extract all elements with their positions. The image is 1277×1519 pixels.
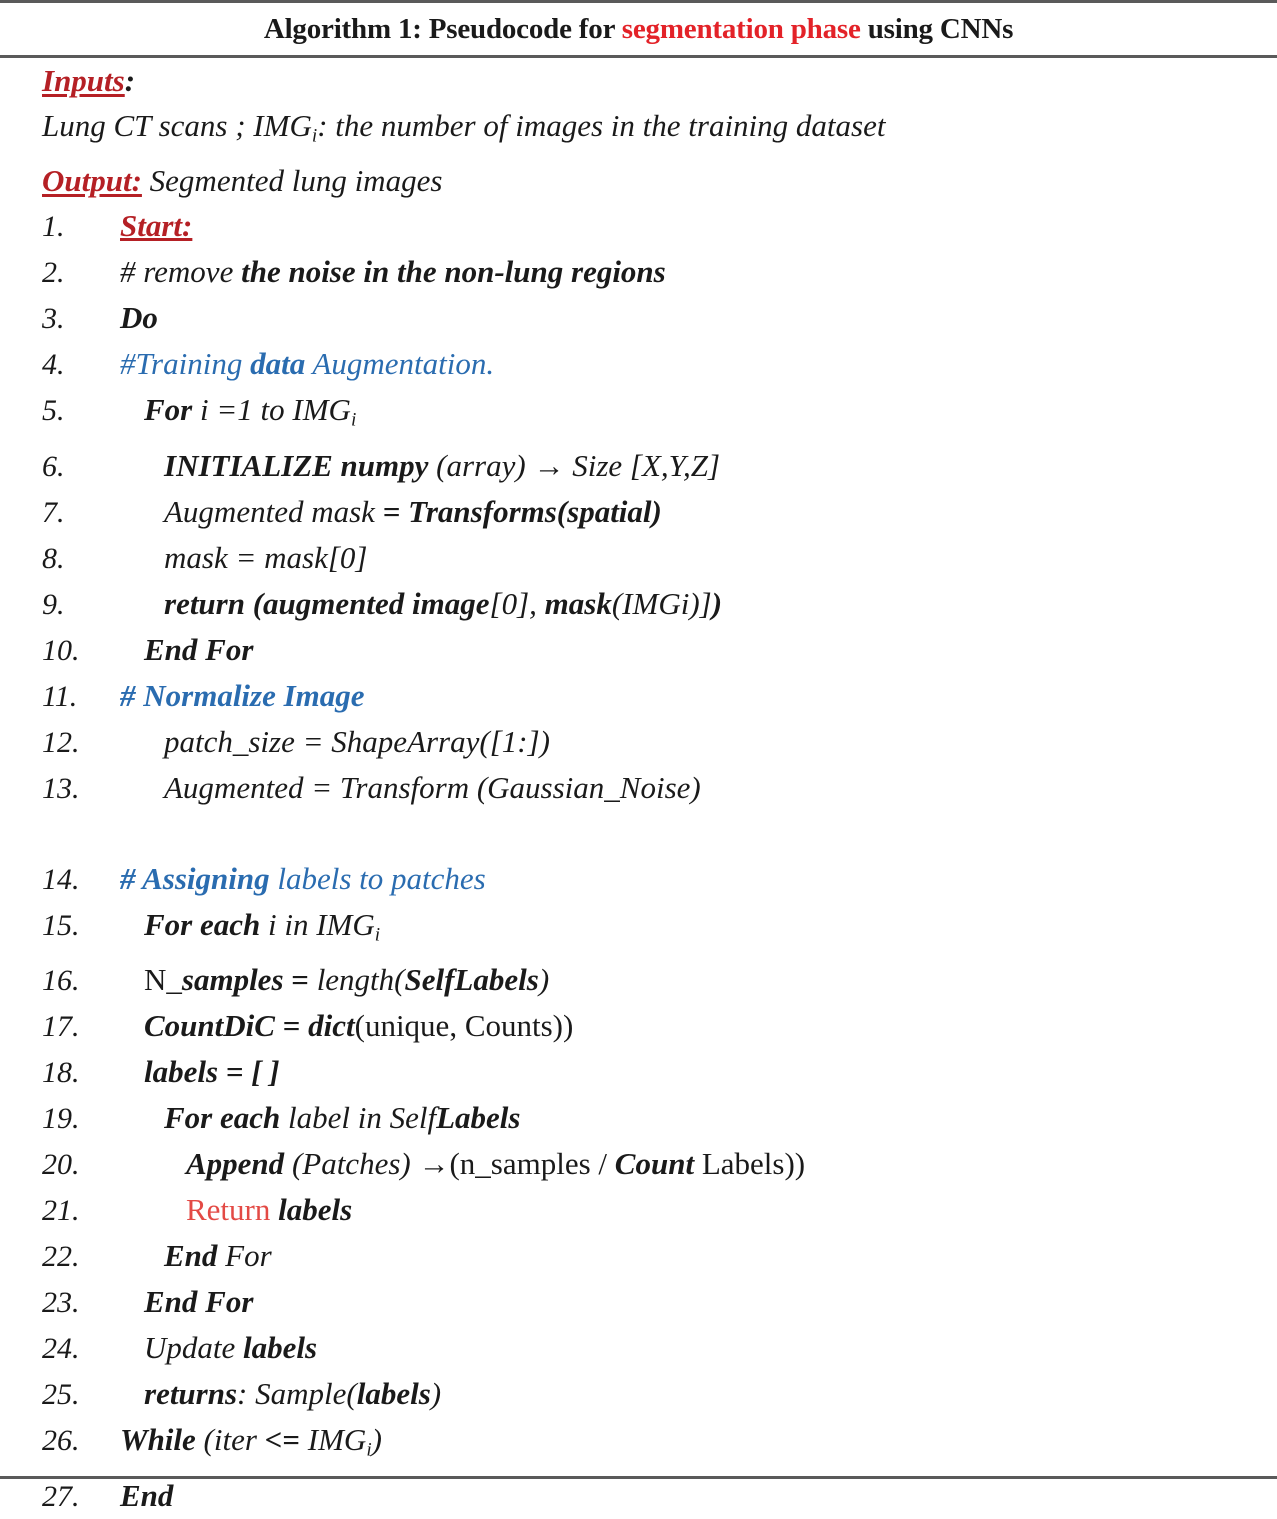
line-20-labels-tail: Labels))	[694, 1146, 806, 1182]
line-26-close-paren: )	[371, 1422, 382, 1458]
line-6-arg: (array)	[428, 447, 534, 483]
algorithm-title-suffix: using CNNs	[860, 13, 1014, 45]
output-line	[0, 158, 1277, 203]
line-9-index: [0],	[489, 585, 545, 621]
line-24-labels: labels	[243, 1330, 318, 1366]
code-line-27	[0, 1473, 1277, 1519]
line-19-for-each-keyword: For each	[164, 1100, 281, 1136]
line-3-do-keyword: Do	[120, 300, 158, 336]
line-17-dict-args: (unique, Counts))	[354, 1008, 574, 1044]
line-22-end-keyword: End	[164, 1238, 218, 1274]
inputs-value-subscript: i	[311, 125, 318, 147]
line-25-returns-keyword: returns	[144, 1376, 238, 1412]
line-number: 3.	[42, 302, 65, 336]
code-line-23	[0, 1279, 1277, 1325]
line-26-subscript: i	[366, 1439, 372, 1461]
code-line-22	[0, 1233, 1277, 1279]
code-line-8	[0, 535, 1277, 581]
line-5-range: i =1 to IMG	[192, 392, 351, 428]
line-1-start-keyword: Start:	[120, 208, 193, 244]
code-line-2	[0, 249, 1277, 295]
line-2-comment-head: # remove	[120, 254, 234, 290]
line-5-subscript: i	[350, 409, 357, 431]
line-number: 16.	[42, 964, 80, 998]
line-16-selflabels: SelfLabels	[404, 962, 539, 998]
line-22-for-keyword: For	[217, 1238, 272, 1274]
line-20-count-keyword: Count	[614, 1146, 695, 1182]
line-5-for-keyword: For	[144, 392, 193, 428]
line-9-mask: mask	[544, 585, 612, 621]
line-16-n-prefix: N_	[144, 962, 182, 998]
line-6-initialize-keyword: INITIALIZE numpy	[164, 447, 429, 483]
code-line-6	[0, 443, 1277, 489]
line-16-equals: =	[291, 962, 317, 998]
line-20-patches: (Patches)	[284, 1146, 419, 1182]
line-24-update-keyword: Update	[144, 1330, 244, 1366]
line-number: 14.	[42, 862, 80, 896]
line-25-close-paren: )	[430, 1376, 442, 1412]
line-number: 15.	[42, 908, 80, 942]
line-15-subscript: i	[374, 924, 381, 946]
code-line-7	[0, 489, 1277, 535]
line-number: 4.	[42, 348, 65, 382]
code-line-5	[0, 387, 1277, 442]
code-line-4	[0, 341, 1277, 387]
output-value: Segmented lung images	[141, 163, 443, 199]
code-line-21	[0, 1187, 1277, 1233]
line-16-length-call: length(	[316, 962, 405, 998]
line-27-end-keyword: End	[120, 1477, 174, 1513]
line-number: 12.	[42, 725, 80, 759]
line-25-sample-call: : Sample(	[237, 1376, 357, 1412]
code-line-17	[0, 1003, 1277, 1049]
line-10-end-for: End For	[144, 631, 254, 667]
line-number: 10.	[42, 633, 80, 667]
line-26-bound: IMG	[300, 1422, 367, 1458]
line-number: 25.	[42, 1378, 80, 1412]
line-number: 2.	[42, 256, 65, 290]
inputs-label-line	[0, 58, 1277, 103]
line-number: 23.	[42, 1286, 80, 1320]
inputs-value-rest: : the number of images in the training dataset	[317, 108, 886, 143]
code-line-15	[0, 902, 1277, 957]
line-17-dict-keyword: dict	[308, 1008, 355, 1044]
algorithm-title-highlight: segmentation phase	[621, 13, 861, 45]
line-number: 26.	[42, 1424, 80, 1458]
line-number: 22.	[42, 1240, 80, 1274]
line-number: 24.	[42, 1332, 80, 1366]
line-17-countdic: CountDiC	[144, 1008, 283, 1044]
line-number: 21.	[42, 1194, 80, 1228]
code-line-20	[0, 1141, 1277, 1187]
line-number: 27.	[42, 1479, 80, 1513]
line-9-mask-arg: (IMGi)]	[611, 585, 712, 621]
line-19-iterator: label in Self	[280, 1100, 437, 1136]
line-8-assignment: mask = mask[0]	[164, 539, 368, 575]
line-4-part1: #Training	[120, 346, 251, 382]
output-label: Output:	[42, 163, 142, 199]
line-4-part2: data	[250, 346, 306, 382]
line-7-rhs: = Transforms(spatial)	[382, 493, 662, 529]
line-number: 19.	[42, 1102, 80, 1136]
code-line-12	[0, 719, 1277, 765]
line-26-iter: (iter	[195, 1422, 265, 1458]
line-25-labels: labels	[356, 1376, 431, 1412]
line-16-close-paren: )	[538, 962, 550, 998]
line-11-normalize-comment: # Normalize Image	[120, 677, 365, 713]
line-number: 17.	[42, 1010, 80, 1044]
line-15-range: i in IMG	[260, 906, 375, 942]
line-13-augmented: Augmented = Transform (Gaussian_Noise)	[164, 769, 701, 805]
code-line-9	[0, 581, 1277, 627]
line-14-assigning-keyword: # Assigning	[120, 860, 270, 896]
line-16-samples: samples	[181, 962, 292, 998]
inputs-value: Lung CT scans ; IMG	[42, 108, 312, 143]
arrow-right-icon: →(n_samples /	[418, 1146, 615, 1182]
line-9-close-paren: )	[711, 585, 723, 621]
code-line-24	[0, 1325, 1277, 1371]
line-number: 11.	[42, 679, 78, 713]
line-number: 1.	[42, 210, 65, 244]
arrow-right-icon: →	[533, 447, 565, 483]
line-number: 13.	[42, 771, 80, 805]
line-number: 5.	[42, 394, 65, 428]
line-23-end-for: End For	[144, 1284, 254, 1320]
code-line-26	[0, 1417, 1277, 1472]
algorithm-title	[0, 3, 1277, 51]
line-20-append-keyword: Append	[186, 1146, 285, 1182]
inputs-label: Inputs	[42, 63, 125, 98]
code-line-13	[0, 765, 1277, 811]
line-number: 7.	[42, 495, 65, 529]
code-line-16	[0, 957, 1277, 1003]
line-26-while-keyword: While	[120, 1422, 196, 1458]
code-line-14	[0, 856, 1277, 902]
code-line-10	[0, 627, 1277, 673]
blank-spacer-line	[0, 811, 1277, 856]
code-line-18	[0, 1049, 1277, 1095]
inputs-colon: :	[124, 63, 136, 98]
code-line-25	[0, 1371, 1277, 1417]
line-number: 8.	[42, 541, 65, 575]
line-number: 18.	[42, 1056, 80, 1090]
line-number: 6.	[42, 449, 65, 483]
code-line-19	[0, 1095, 1277, 1141]
line-number: 9.	[42, 587, 65, 621]
line-7-lhs: Augmented mask	[164, 493, 383, 529]
algorithm-title-prefix: Algorithm 1: Pseudocode for	[263, 13, 622, 45]
line-4-part3: Augmentation.	[305, 346, 495, 382]
line-number: 20.	[42, 1148, 80, 1182]
line-21-return-keyword: Return	[186, 1192, 271, 1228]
line-14-comment-rest: labels to patches	[269, 860, 486, 896]
line-17-equals: =	[282, 1008, 309, 1044]
line-12-patch-size: patch_size = ShapeArray([1:])	[164, 723, 550, 759]
code-line-1	[0, 203, 1277, 249]
code-line-11	[0, 673, 1277, 719]
line-18-labels-init: labels = [ ]	[144, 1054, 280, 1090]
line-19-labels: Labels	[436, 1100, 521, 1136]
line-2-comment-body: the noise in the non-lung regions	[233, 254, 666, 290]
line-6-size: Size [X,Y,Z]	[564, 447, 721, 483]
inputs-value-line	[0, 103, 1277, 158]
code-line-3	[0, 295, 1277, 341]
line-9-return-keyword: return (augmented image	[164, 585, 490, 621]
line-21-labels: labels	[270, 1192, 353, 1228]
line-15-for-each-keyword: For each	[144, 906, 261, 942]
line-26-operator: <=	[264, 1422, 301, 1458]
